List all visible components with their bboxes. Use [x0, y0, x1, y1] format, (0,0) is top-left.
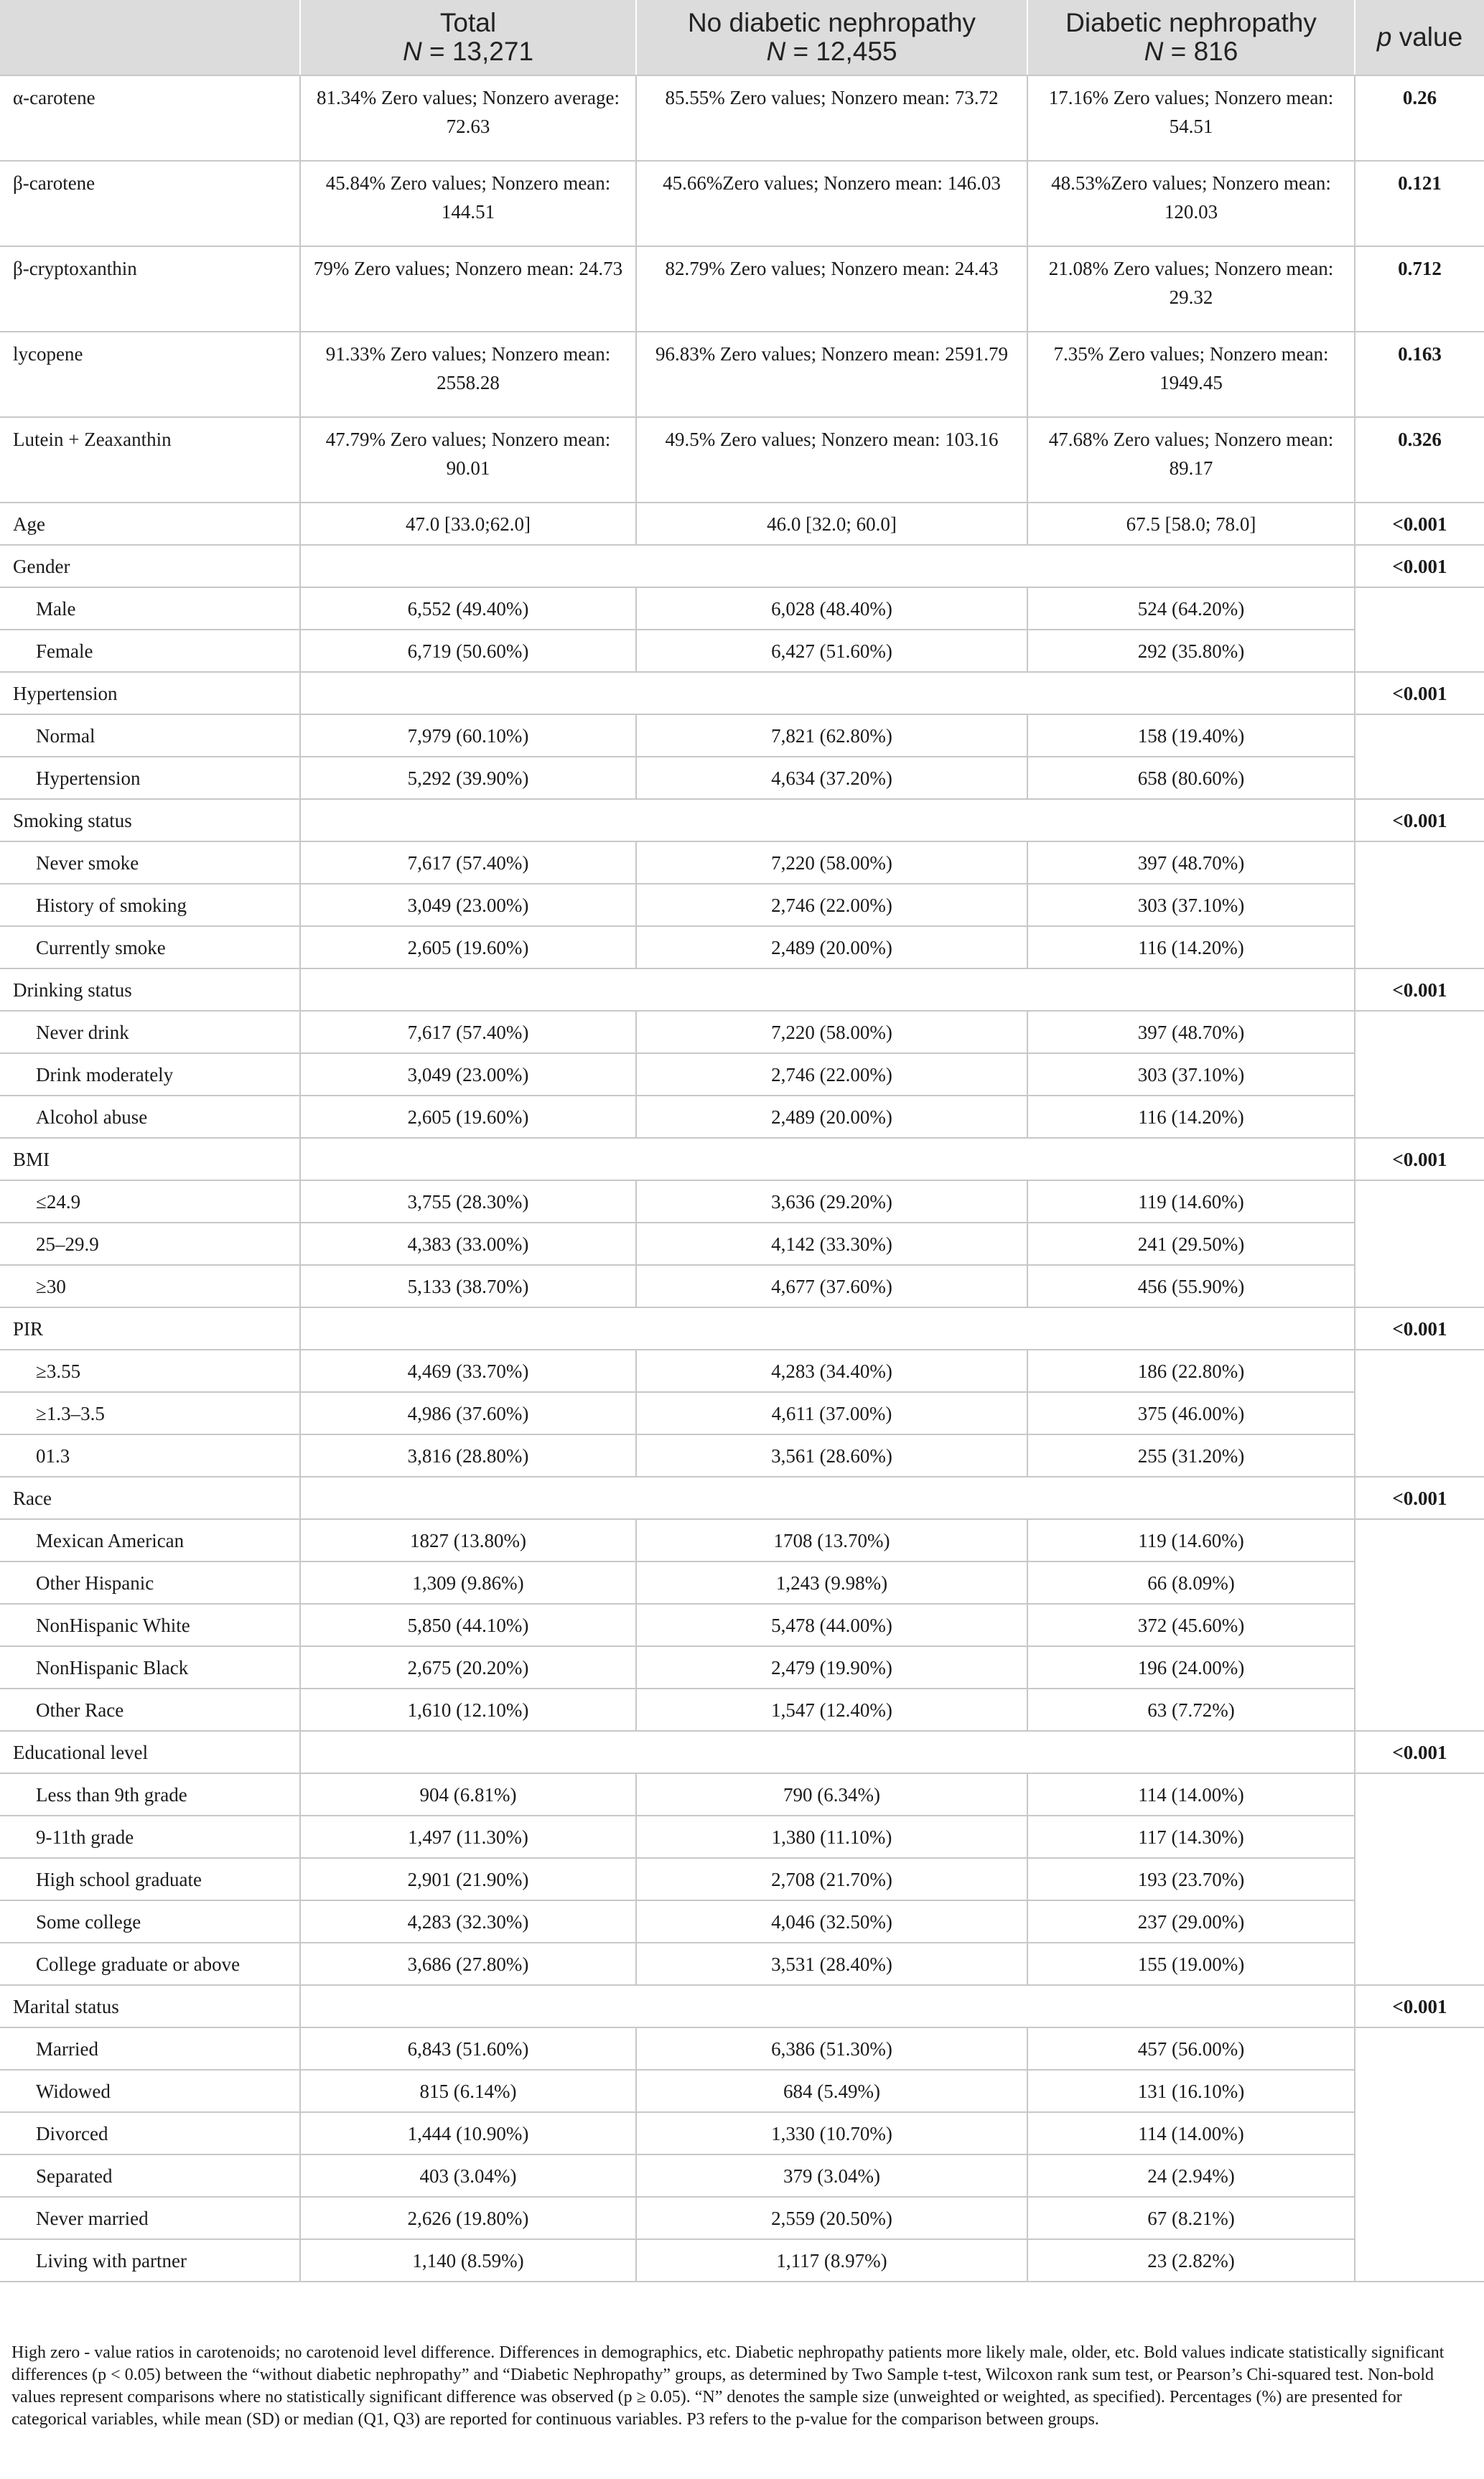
subcategory-row: [0, 926, 1484, 968]
category-row: [0, 799, 1484, 841]
subcategory-label: Married: [0, 2027, 300, 2070]
cell-no-dn: 2,708 (21.70%): [636, 1858, 1027, 1900]
cell-p-empty: [1355, 1773, 1484, 1816]
cell-p-empty: [1355, 1689, 1484, 1731]
category-row: [0, 1985, 1484, 2027]
row-label: lycopene: [0, 332, 300, 417]
cell-p-value: <0.001: [1355, 672, 1484, 714]
cell-no-dn: 5,478 (44.00%): [636, 1604, 1027, 1646]
table-body: [0, 75, 1484, 2282]
cell-p-value: <0.001: [1355, 1307, 1484, 1350]
cell-p-empty: [1355, 2197, 1484, 2239]
table-row: [0, 503, 1484, 545]
cell-dn: 303 (37.10%): [1027, 1053, 1355, 1096]
row-label: β-cryptoxanthin: [0, 246, 300, 332]
cell-no-dn: 4,611 (37.00%): [636, 1392, 1027, 1434]
cell-dn: 397 (48.70%): [1027, 841, 1355, 884]
cell-p-value: <0.001: [1355, 1731, 1484, 1773]
subcategory-label: ≥3.55: [0, 1350, 300, 1392]
category-row: [0, 1307, 1484, 1350]
header-p-value: p value: [1355, 0, 1484, 75]
cell-no-dn: 4,283 (34.40%): [636, 1350, 1027, 1392]
category-label: Marital status: [0, 1985, 300, 2027]
subcategory-row: [0, 714, 1484, 757]
cell-p-empty: [1355, 587, 1484, 630]
row-label: Lutein + Zeaxanthin: [0, 417, 300, 503]
cell-p-empty: [1355, 1900, 1484, 1943]
cell-no-dn: 3,561 (28.60%): [636, 1434, 1027, 1477]
cell-total: 7,617 (57.40%): [300, 1011, 636, 1053]
cell-dn: 116 (14.20%): [1027, 1096, 1355, 1138]
subcategory-row: [0, 1265, 1484, 1307]
cell-p-empty: [1355, 2239, 1484, 2282]
category-row: [0, 1731, 1484, 1773]
cell-total: 1,610 (12.10%): [300, 1689, 636, 1731]
subcategory-label: ≥1.3–3.5: [0, 1392, 300, 1434]
cell-dn: 119 (14.60%): [1027, 1180, 1355, 1223]
cell-p-empty: [1355, 1604, 1484, 1646]
header-variable: [0, 0, 300, 75]
category-span: [300, 968, 1355, 1011]
cell-no-dn: 1,117 (8.97%): [636, 2239, 1027, 2282]
cell-total: 79% Zero values; Nonzero mean: 24.73: [300, 246, 636, 332]
subcategory-label: History of smoking: [0, 884, 300, 926]
cell-p-empty: [1355, 2154, 1484, 2197]
cell-no-dn: 1,547 (12.40%): [636, 1689, 1027, 1731]
cell-dn: 131 (16.10%): [1027, 2070, 1355, 2112]
table-row: [0, 332, 1484, 417]
cell-total: 2,605 (19.60%): [300, 1096, 636, 1138]
cell-dn: 119 (14.60%): [1027, 1519, 1355, 1561]
subcategory-row: [0, 1519, 1484, 1561]
category-span: [300, 1477, 1355, 1519]
subcategory-label: Alcohol abuse: [0, 1096, 300, 1138]
cell-total: 6,843 (51.60%): [300, 2027, 636, 2070]
cell-no-dn: 2,746 (22.00%): [636, 1053, 1027, 1096]
subcategory-row: [0, 1434, 1484, 1477]
subcategory-row: [0, 1561, 1484, 1604]
subcategory-label: NonHispanic Black: [0, 1646, 300, 1689]
cell-total: 1,444 (10.90%): [300, 2112, 636, 2154]
cell-no-dn: 7,220 (58.00%): [636, 1011, 1027, 1053]
cell-dn: 67.5 [58.0; 78.0]: [1027, 503, 1355, 545]
category-span: [300, 1731, 1355, 1773]
cell-total: 2,605 (19.60%): [300, 926, 636, 968]
cell-no-dn: 684 (5.49%): [636, 2070, 1027, 2112]
subcategory-label: Female: [0, 630, 300, 672]
subcategory-label: Never married: [0, 2197, 300, 2239]
table-row: [0, 75, 1484, 161]
cell-p-value: <0.001: [1355, 545, 1484, 587]
subcategory-row: [0, 630, 1484, 672]
cell-p-empty: [1355, 1096, 1484, 1138]
cell-total: 4,283 (32.30%): [300, 1900, 636, 1943]
category-label: BMI: [0, 1138, 300, 1180]
subcategory-row: [0, 1096, 1484, 1138]
cell-no-dn: 4,142 (33.30%): [636, 1223, 1027, 1265]
cell-p-empty: [1355, 1180, 1484, 1223]
cell-dn: 292 (35.80%): [1027, 630, 1355, 672]
row-label: α-carotene: [0, 75, 300, 161]
header-no-dn: [636, 0, 1027, 75]
cell-dn: 158 (19.40%): [1027, 714, 1355, 757]
subcategory-label: Never drink: [0, 1011, 300, 1053]
cell-p-value: <0.001: [1355, 1138, 1484, 1180]
cell-dn: 524 (64.20%): [1027, 587, 1355, 630]
cell-no-dn: 1,330 (10.70%): [636, 2112, 1027, 2154]
cell-no-dn: 4,677 (37.60%): [636, 1265, 1027, 1307]
cell-dn: 66 (8.09%): [1027, 1561, 1355, 1604]
cell-no-dn: 2,489 (20.00%): [636, 926, 1027, 968]
cell-no-dn: 4,634 (37.20%): [636, 757, 1027, 799]
subcategory-label: ≥30: [0, 1265, 300, 1307]
cell-no-dn: 96.83% Zero values; Nonzero mean: 2591.79: [636, 332, 1027, 417]
subcategory-row: [0, 587, 1484, 630]
cell-total: 91.33% Zero values; Nonzero mean: 2558.28: [300, 332, 636, 417]
subcategory-label: Never smoke: [0, 841, 300, 884]
cell-p-empty: [1355, 1392, 1484, 1434]
subcategory-label: Widowed: [0, 2070, 300, 2112]
cell-dn: 17.16% Zero values; Nonzero mean: 54.51: [1027, 75, 1355, 161]
cell-dn: 397 (48.70%): [1027, 1011, 1355, 1053]
subcategory-row: [0, 1011, 1484, 1053]
cell-dn: 255 (31.20%): [1027, 1434, 1355, 1477]
cell-p-value: <0.001: [1355, 503, 1484, 545]
cell-p-empty: [1355, 1816, 1484, 1858]
cell-no-dn: 2,489 (20.00%): [636, 1096, 1027, 1138]
cell-p-value: 0.121: [1355, 161, 1484, 246]
cell-dn: 155 (19.00%): [1027, 1943, 1355, 1985]
cell-p-empty: [1355, 2027, 1484, 2070]
header-dn-title: Diabetic nephropathy: [1065, 8, 1317, 37]
subcategory-row: [0, 1943, 1484, 1985]
category-span: [300, 799, 1355, 841]
subcategory-label: Other Race: [0, 1689, 300, 1731]
cell-p-empty: [1355, 841, 1484, 884]
cell-total: 2,675 (20.20%): [300, 1646, 636, 1689]
cell-total: 4,469 (33.70%): [300, 1350, 636, 1392]
cell-total: 3,049 (23.00%): [300, 1053, 636, 1096]
cell-dn: 375 (46.00%): [1027, 1392, 1355, 1434]
category-span: [300, 672, 1355, 714]
cell-dn: 23 (2.82%): [1027, 2239, 1355, 2282]
cell-dn: 193 (23.70%): [1027, 1858, 1355, 1900]
cell-total: 403 (3.04%): [300, 2154, 636, 2197]
cell-total: 45.84% Zero values; Nonzero mean: 144.51: [300, 161, 636, 246]
cell-total: 815 (6.14%): [300, 2070, 636, 2112]
cell-total: 7,617 (57.40%): [300, 841, 636, 884]
cell-p-empty: [1355, 1519, 1484, 1561]
cell-no-dn: 82.79% Zero values; Nonzero mean: 24.43: [636, 246, 1027, 332]
subcategory-row: [0, 1350, 1484, 1392]
cell-total: 47.0 [33.0;62.0]: [300, 503, 636, 545]
cell-no-dn: 1708 (13.70%): [636, 1519, 1027, 1561]
cell-total: 2,626 (19.80%): [300, 2197, 636, 2239]
subcategory-label: Mexican American: [0, 1519, 300, 1561]
cell-p-empty: [1355, 926, 1484, 968]
cell-dn: 658 (80.60%): [1027, 757, 1355, 799]
category-span: [300, 1307, 1355, 1350]
header-no-dn-n: N = 12,455: [766, 37, 897, 66]
cell-dn: 47.68% Zero values; Nonzero mean: 89.17: [1027, 417, 1355, 503]
subcategory-row: [0, 2027, 1484, 2070]
subcategory-label: High school graduate: [0, 1858, 300, 1900]
cell-p-value: 0.712: [1355, 246, 1484, 332]
subcategory-label: ≤24.9: [0, 1180, 300, 1223]
cell-p-empty: [1355, 1053, 1484, 1096]
cell-p-value: <0.001: [1355, 1985, 1484, 2027]
cell-no-dn: 1,243 (9.98%): [636, 1561, 1027, 1604]
category-label: Race: [0, 1477, 300, 1519]
cell-no-dn: 2,559 (20.50%): [636, 2197, 1027, 2239]
category-label: Gender: [0, 545, 300, 587]
subcategory-row: [0, 1773, 1484, 1816]
category-span: [300, 1985, 1355, 2027]
subcategory-label: Other Hispanic: [0, 1561, 300, 1604]
cell-p-value: 0.26: [1355, 75, 1484, 161]
subcategory-row: [0, 757, 1484, 799]
cell-dn: 24 (2.94%): [1027, 2154, 1355, 2197]
cell-total: 3,755 (28.30%): [300, 1180, 636, 1223]
subcategory-row: [0, 2239, 1484, 2282]
subcategory-label: Currently smoke: [0, 926, 300, 968]
cell-dn: 67 (8.21%): [1027, 2197, 1355, 2239]
cell-p-empty: [1355, 1858, 1484, 1900]
cell-total: 1827 (13.80%): [300, 1519, 636, 1561]
header-total: [300, 0, 636, 75]
cell-total: 4,383 (33.00%): [300, 1223, 636, 1265]
subcategory-label: 01.3: [0, 1434, 300, 1477]
cell-total: 3,816 (28.80%): [300, 1434, 636, 1477]
cell-dn: 7.35% Zero values; Nonzero mean: 1949.45: [1027, 332, 1355, 417]
category-label: Educational level: [0, 1731, 300, 1773]
cell-total: 904 (6.81%): [300, 1773, 636, 1816]
cell-total: 3,686 (27.80%): [300, 1943, 636, 1985]
cell-no-dn: 3,636 (29.20%): [636, 1180, 1027, 1223]
subcategory-label: Separated: [0, 2154, 300, 2197]
subcategory-label: Living with partner: [0, 2239, 300, 2282]
cell-p-empty: [1355, 1943, 1484, 1985]
cell-no-dn: 1,380 (11.10%): [636, 1816, 1027, 1858]
subcategory-label: Some college: [0, 1900, 300, 1943]
cell-dn: 48.53%Zero values; Nonzero mean: 120.03: [1027, 161, 1355, 246]
cell-dn: 456 (55.90%): [1027, 1265, 1355, 1307]
category-row: [0, 1138, 1484, 1180]
cell-p-value: 0.163: [1355, 332, 1484, 417]
cell-no-dn: 49.5% Zero values; Nonzero mean: 103.16: [636, 417, 1027, 503]
subcategory-row: [0, 1816, 1484, 1858]
subcategory-row: [0, 1689, 1484, 1731]
cell-no-dn: 379 (3.04%): [636, 2154, 1027, 2197]
cell-total: 47.79% Zero values; Nonzero mean: 90.01: [300, 417, 636, 503]
category-label: Drinking status: [0, 968, 300, 1011]
cell-total: 4,986 (37.60%): [300, 1392, 636, 1434]
cell-dn: 372 (45.60%): [1027, 1604, 1355, 1646]
cell-no-dn: 45.66%Zero values; Nonzero mean: 146.03: [636, 161, 1027, 246]
subcategory-row: [0, 2154, 1484, 2197]
cell-p-empty: [1355, 1011, 1484, 1053]
cell-dn: 117 (14.30%): [1027, 1816, 1355, 1858]
table-row: [0, 161, 1484, 246]
subcategory-row: [0, 1604, 1484, 1646]
subcategory-row: [0, 841, 1484, 884]
row-label: β-carotene: [0, 161, 300, 246]
cell-dn: 457 (56.00%): [1027, 2027, 1355, 2070]
category-row: [0, 1477, 1484, 1519]
cell-p-value: 0.326: [1355, 417, 1484, 503]
row-label: Age: [0, 503, 300, 545]
subcategory-label: 9-11th grade: [0, 1816, 300, 1858]
subcategory-label: College graduate or above: [0, 1943, 300, 1985]
cell-p-empty: [1355, 1561, 1484, 1604]
cell-p-empty: [1355, 1350, 1484, 1392]
cell-dn: 21.08% Zero values; Nonzero mean: 29.32: [1027, 246, 1355, 332]
cell-no-dn: 46.0 [32.0; 60.0]: [636, 503, 1027, 545]
cell-p-empty: [1355, 1646, 1484, 1689]
cell-p-empty: [1355, 757, 1484, 799]
cell-p-empty: [1355, 714, 1484, 757]
cell-no-dn: 6,028 (48.40%): [636, 587, 1027, 630]
cell-p-empty: [1355, 884, 1484, 926]
cell-dn: 114 (14.00%): [1027, 1773, 1355, 1816]
subcategory-label: Less than 9th grade: [0, 1773, 300, 1816]
subcategory-label: Normal: [0, 714, 300, 757]
subcategory-label: Male: [0, 587, 300, 630]
table-row: [0, 417, 1484, 503]
cell-dn: 196 (24.00%): [1027, 1646, 1355, 1689]
cell-dn: 303 (37.10%): [1027, 884, 1355, 926]
table-footnote: High zero - value ratios in carotenoids; no carotenoid level difference. Differences in demographics, etc. Diabetic nephropathy patients more likely male, older, etc. Bold values indicate statistically significant differences (p < 0.05) between the “without diabetic nephropathy” and “Diabetic Nephropathy” groups, as determined by Two Sample t-test, Wilcoxon rank sum test, or Pearson’s Chi-squared test. Non-bold values represent comparisons where no statistically significant difference was observed (p ≥ 0.05). “N” denotes the sample size (unweighted or weighted, as specified). Percentages (%) are presented for categorical variables, while mean (SD) or median (Q1, Q3) are reported for continuous variables. P3 refers to the p-value for the comparison between groups.: [11, 2343, 1445, 2429]
subcategory-label: Divorced: [0, 2112, 300, 2154]
header-no-dn-title: No diabetic nephropathy: [687, 8, 976, 37]
subcategory-row: [0, 1858, 1484, 1900]
subcategory-row: [0, 1223, 1484, 1265]
cell-p-value: <0.001: [1355, 968, 1484, 1011]
cell-p-empty: [1355, 1265, 1484, 1307]
cell-p-empty: [1355, 1223, 1484, 1265]
subcategory-label: NonHispanic White: [0, 1604, 300, 1646]
cell-dn: 116 (14.20%): [1027, 926, 1355, 968]
category-row: [0, 545, 1484, 587]
cell-total: 5,133 (38.70%): [300, 1265, 636, 1307]
cell-dn: 114 (14.00%): [1027, 2112, 1355, 2154]
cell-dn: 237 (29.00%): [1027, 1900, 1355, 1943]
cell-p-empty: [1355, 630, 1484, 672]
cell-p-empty: [1355, 1434, 1484, 1477]
cell-no-dn: 790 (6.34%): [636, 1773, 1027, 1816]
cell-no-dn: 6,427 (51.60%): [636, 630, 1027, 672]
cell-no-dn: 7,821 (62.80%): [636, 714, 1027, 757]
cell-total: 6,552 (49.40%): [300, 587, 636, 630]
cell-no-dn: 4,046 (32.50%): [636, 1900, 1027, 1943]
cell-total: 1,497 (11.30%): [300, 1816, 636, 1858]
subcategory-row: [0, 1392, 1484, 1434]
subcategory-row: [0, 1900, 1484, 1943]
header-row: [0, 0, 1484, 75]
cell-dn: 241 (29.50%): [1027, 1223, 1355, 1265]
subcategory-label: Drink moderately: [0, 1053, 300, 1096]
subcategory-row: [0, 2112, 1484, 2154]
category-span: [300, 1138, 1355, 1180]
cell-p-value: <0.001: [1355, 799, 1484, 841]
cell-total: 2,901 (21.90%): [300, 1858, 636, 1900]
cell-no-dn: 3,531 (28.40%): [636, 1943, 1027, 1985]
cell-dn: 63 (7.72%): [1027, 1689, 1355, 1731]
cell-total: 1,309 (9.86%): [300, 1561, 636, 1604]
cell-dn: 186 (22.80%): [1027, 1350, 1355, 1392]
category-label: PIR: [0, 1307, 300, 1350]
category-label: Smoking status: [0, 799, 300, 841]
category-row: [0, 672, 1484, 714]
header-total-n: N = 13,271: [402, 37, 534, 66]
cell-no-dn: 85.55% Zero values; Nonzero mean: 73.72: [636, 75, 1027, 161]
category-row: [0, 968, 1484, 1011]
cell-no-dn: 7,220 (58.00%): [636, 841, 1027, 884]
subcategory-row: [0, 2197, 1484, 2239]
cell-no-dn: 2,746 (22.00%): [636, 884, 1027, 926]
subcategory-row: [0, 1053, 1484, 1096]
subcategory-row: [0, 2070, 1484, 2112]
subcategory-row: [0, 884, 1484, 926]
cell-p-empty: [1355, 2112, 1484, 2154]
cell-total: 1,140 (8.59%): [300, 2239, 636, 2282]
subcategory-row: [0, 1180, 1484, 1223]
category-span: [300, 545, 1355, 587]
cell-p-value: <0.001: [1355, 1477, 1484, 1519]
subcategory-label: Hypertension: [0, 757, 300, 799]
cell-p-empty: [1355, 2070, 1484, 2112]
header-dn: [1027, 0, 1355, 75]
cell-total: 7,979 (60.10%): [300, 714, 636, 757]
header-dn-n: N = 816: [1144, 37, 1238, 66]
cell-total: 6,719 (50.60%): [300, 630, 636, 672]
category-label: Hypertension: [0, 672, 300, 714]
cell-total: 5,850 (44.10%): [300, 1604, 636, 1646]
cell-no-dn: 2,479 (19.90%): [636, 1646, 1027, 1689]
cell-total: 5,292 (39.90%): [300, 757, 636, 799]
table-row: [0, 246, 1484, 332]
subcategory-row: [0, 1646, 1484, 1689]
cell-total: 81.34% Zero values; Nonzero average: 72.63: [300, 75, 636, 161]
cell-no-dn: 6,386 (51.30%): [636, 2027, 1027, 2070]
subcategory-label: 25–29.9: [0, 1223, 300, 1265]
header-total-title: Total: [439, 8, 497, 37]
cell-total: 3,049 (23.00%): [300, 884, 636, 926]
